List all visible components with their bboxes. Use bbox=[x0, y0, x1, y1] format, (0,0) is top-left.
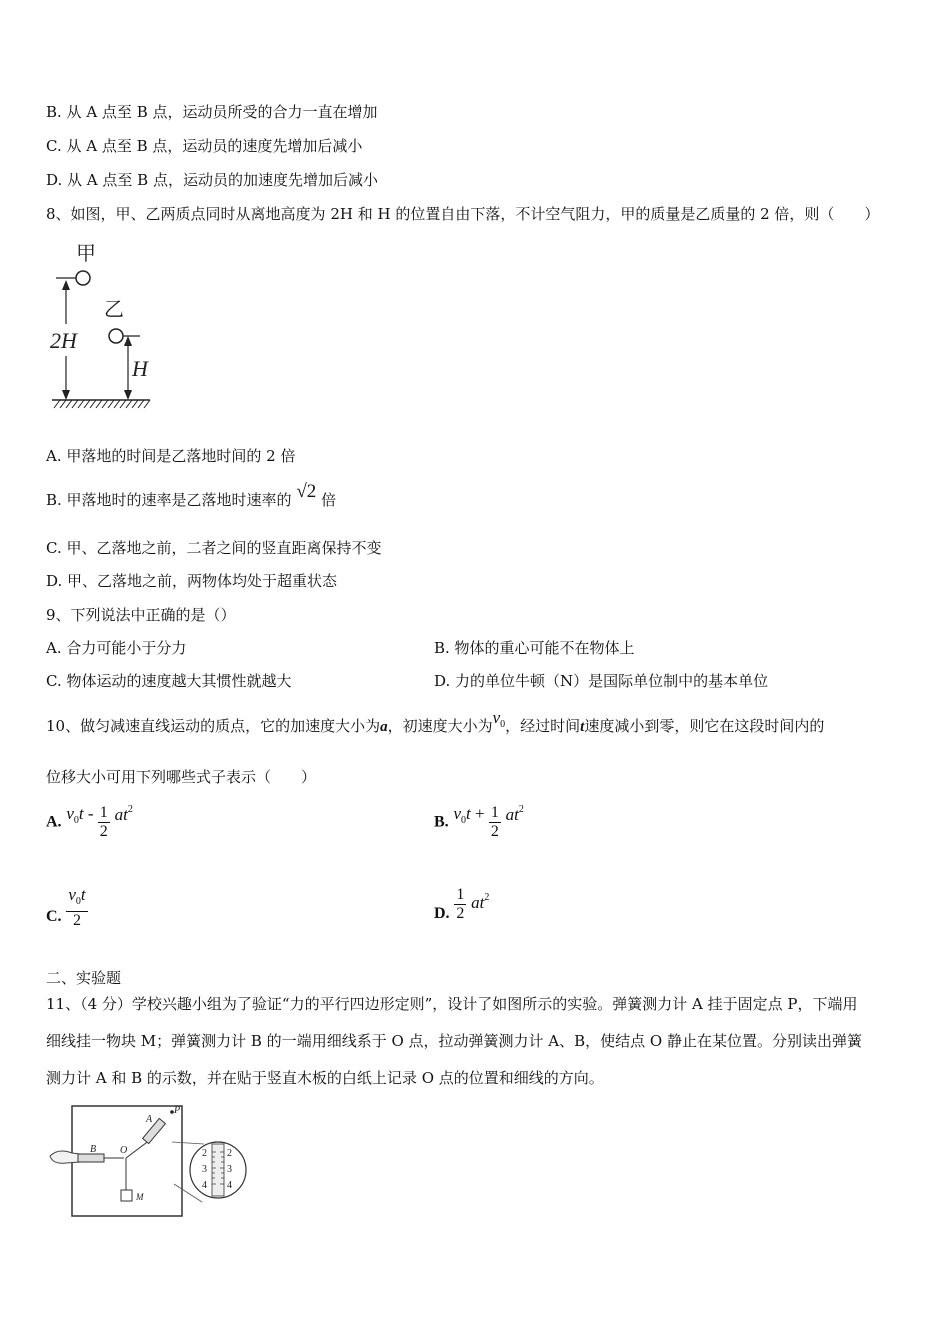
scale-right-3: 3 bbox=[227, 1164, 232, 1175]
q10-stem-part2: ，初速度大小为 bbox=[387, 717, 493, 735]
label-jia: 甲 bbox=[76, 243, 96, 265]
q10-option-b-label: B. bbox=[434, 813, 449, 831]
label-b: B bbox=[90, 1144, 97, 1155]
symbol-t: t bbox=[580, 719, 585, 735]
q10-option-a bbox=[46, 804, 133, 841]
scale-left-2: 2 bbox=[202, 1148, 207, 1159]
sqrt-two: √2 bbox=[296, 481, 317, 502]
q10-option-d-label: D. bbox=[434, 904, 450, 922]
q8-option-a: A. 甲落地的时间是乙落地时间的 2 倍 bbox=[46, 447, 296, 465]
label-yi: 乙 bbox=[104, 299, 124, 321]
q10-stem-part3: ，经过时间 bbox=[505, 717, 581, 735]
symbol-v: v bbox=[492, 708, 501, 727]
q11-line3: 测力计 A 和 B 的示数，并在贴于竖直木板的白纸上记录 O 点的位置和细线的方向。 bbox=[46, 1069, 604, 1087]
q7-option-d: D. 从 A 点至 B 点，运动员的加速度先增加后减小 bbox=[46, 171, 378, 189]
label-h: H bbox=[132, 356, 148, 381]
q10-stem-line2: 位移大小可用下列哪些式子表示（ ） bbox=[46, 768, 317, 786]
fraction-half-a: $\frac{1}{2}$ bbox=[99, 804, 108, 840]
q9-option-b: B. 物体的重心可能不在物体上 bbox=[434, 639, 635, 657]
block-m bbox=[121, 1190, 132, 1201]
q11-figure bbox=[46, 1104, 250, 1222]
scale-left-3: 3 bbox=[202, 1164, 207, 1175]
fraction-half-d: $\frac{1}{2}$ bbox=[456, 886, 465, 922]
q10-option-c-label: C. bbox=[46, 908, 62, 925]
label-a: A bbox=[146, 1114, 153, 1125]
q9-stem: 9、下列说法中正确的是（） bbox=[46, 606, 236, 624]
q8-option-b-text: B. 甲落地时的速率是乙落地时速率的 bbox=[46, 491, 292, 509]
q8-figure bbox=[46, 238, 158, 410]
particle-jia bbox=[76, 271, 90, 285]
scale-left-4: 4 bbox=[202, 1180, 207, 1191]
q11-line2: 细线挂一物块 M；弹簧测力计 B 的一端用细线系于 O 点，拉动弹簧测力计 A、B，使结点 O 静止在某位置。分别读出弹簧 bbox=[46, 1032, 862, 1050]
scale-right-4: 4 bbox=[227, 1180, 232, 1191]
q10-option-d-at2: $at^2$ bbox=[471, 892, 490, 912]
q10-option-a-at2: $at^2$ bbox=[114, 804, 133, 824]
q9-option-d: D. 力的单位牛顿（N）是国际单位制中的基本单位 bbox=[434, 672, 769, 690]
symbol-a: a bbox=[380, 719, 388, 735]
q10-option-a-formula: $v_0t$ - bbox=[66, 803, 98, 826]
q9-option-c: C. 物体运动的速度越大其惯性就越大 bbox=[46, 672, 292, 690]
q10-option-b-at2: $at^2$ bbox=[505, 804, 524, 824]
particle-yi bbox=[109, 329, 123, 343]
q10-stem bbox=[46, 708, 825, 743]
q10-option-c bbox=[46, 886, 88, 930]
hand-icon bbox=[50, 1151, 80, 1163]
symbol-v0 bbox=[492, 708, 506, 730]
symbol-v0-sub: 0 bbox=[500, 719, 506, 730]
scale-right-2: 2 bbox=[227, 1148, 232, 1159]
label-m: M bbox=[136, 1192, 144, 1202]
label-2h: 2H bbox=[50, 328, 77, 353]
section-title: 二、实验题 bbox=[46, 969, 122, 987]
q8-option-c: C. 甲、乙落地之前，二者之间的竖直距离保持不变 bbox=[46, 539, 382, 557]
spring-scale-b bbox=[78, 1154, 104, 1162]
q8-option-b-suffix: 倍 bbox=[321, 491, 337, 509]
q10-option-b-formula: $v_0t$ + bbox=[453, 803, 489, 826]
q10-option-a-label: A. bbox=[46, 813, 62, 831]
q8-option-d: D. 甲、乙落地之前，两物体均处于超重状态 bbox=[46, 572, 338, 590]
q10-stem-part4: 速度减小到零，则它在这段时间内的 bbox=[584, 717, 825, 735]
q8-option-b bbox=[46, 481, 337, 510]
q10-stem-part1: 10、做匀减速直线运动的质点，它的加速度大小为 bbox=[46, 717, 381, 735]
q11-line1: 11、（4 分）学校兴趣小组为了验证“力的平行四边形定则”，设计了如图所示的实验。弹簧测力计 A 挂于固定点 P，下端用 bbox=[46, 995, 858, 1013]
q7-option-b: B. 从 A 点至 B 点，运动员所受的合力一直在增加 bbox=[46, 103, 378, 121]
fraction-v0t-over-2: $\frac{v_0t}{2}$ bbox=[68, 885, 86, 929]
q9-option-a: A. 合力可能小于分力 bbox=[46, 639, 187, 657]
q8-stem: 8、如图，甲、乙两质点同时从离地高度为 2H 和 H 的位置自由下落，不计空气阻力，甲的质量是乙质量的 2 倍，则（ ） bbox=[46, 205, 880, 223]
label-p: P bbox=[174, 1105, 181, 1116]
q10-option-b bbox=[434, 804, 524, 841]
label-o: O bbox=[120, 1145, 128, 1156]
fraction-half-b: $\frac{1}{2}$ bbox=[490, 804, 499, 840]
q10-option-d bbox=[434, 886, 489, 923]
q7-option-c: C. 从 A 点至 B 点，运动员的速度先增加后减小 bbox=[46, 137, 363, 155]
